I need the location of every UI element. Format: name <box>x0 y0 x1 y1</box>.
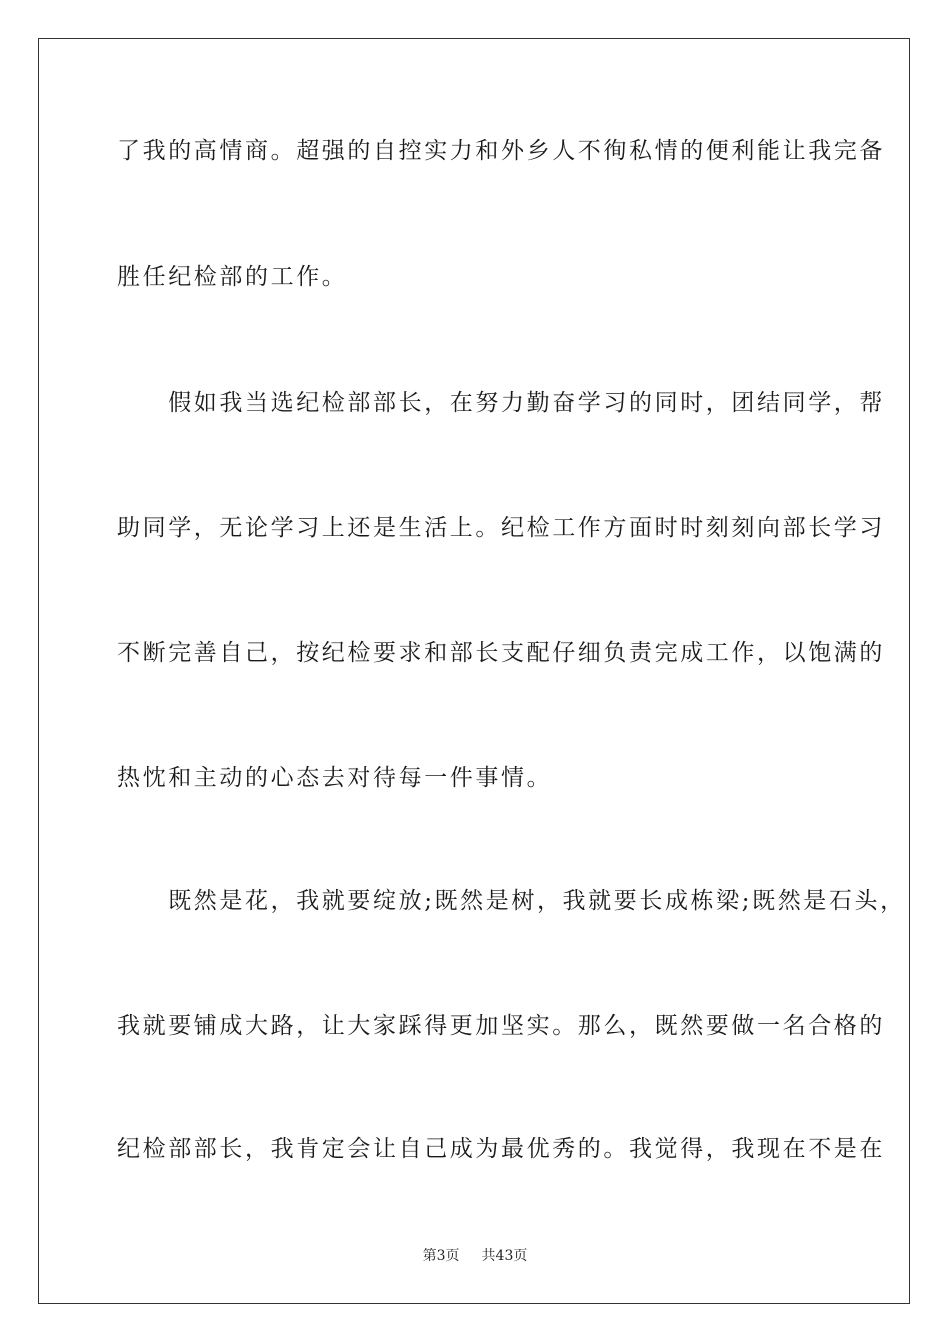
text-line: 假如我当选纪检部部长，在努力勤奋学习的同时，团结同学，帮 <box>117 390 885 416</box>
text-line: 我就要铺成大路，让大家踩得更加坚实。那么，既然要做一名合格的 <box>117 1013 885 1039</box>
text-line: 既然是花，我就要绽放;既然是树，我就要长成栋梁;既然是石头， <box>117 888 906 914</box>
text-line: 纪检部部长，我肯定会让自己成为最优秀的。我觉得，我现在不是在 <box>117 1136 885 1162</box>
text-line: 不断完善自己，按纪检要求和部长支配仔细负责完成工作，以饱满的 <box>117 640 885 666</box>
page-number: 第3页 <box>422 1248 460 1264</box>
text-line: 胜任纪检部的工作。 <box>117 264 348 290</box>
text-line: 了我的高情商。超强的自控实力和外乡人不徇私情的便利能让我完备 <box>117 138 885 164</box>
page-footer <box>0 1247 950 1265</box>
text-line: 助同学，无论学习上还是生活上。纪检工作方面时时刻刻向部长学习 <box>117 515 885 541</box>
page-border <box>38 38 910 1304</box>
text-line: 热忱和主动的心态去对待每一件事情。 <box>117 765 553 791</box>
page-total: 共43页 <box>481 1248 528 1264</box>
